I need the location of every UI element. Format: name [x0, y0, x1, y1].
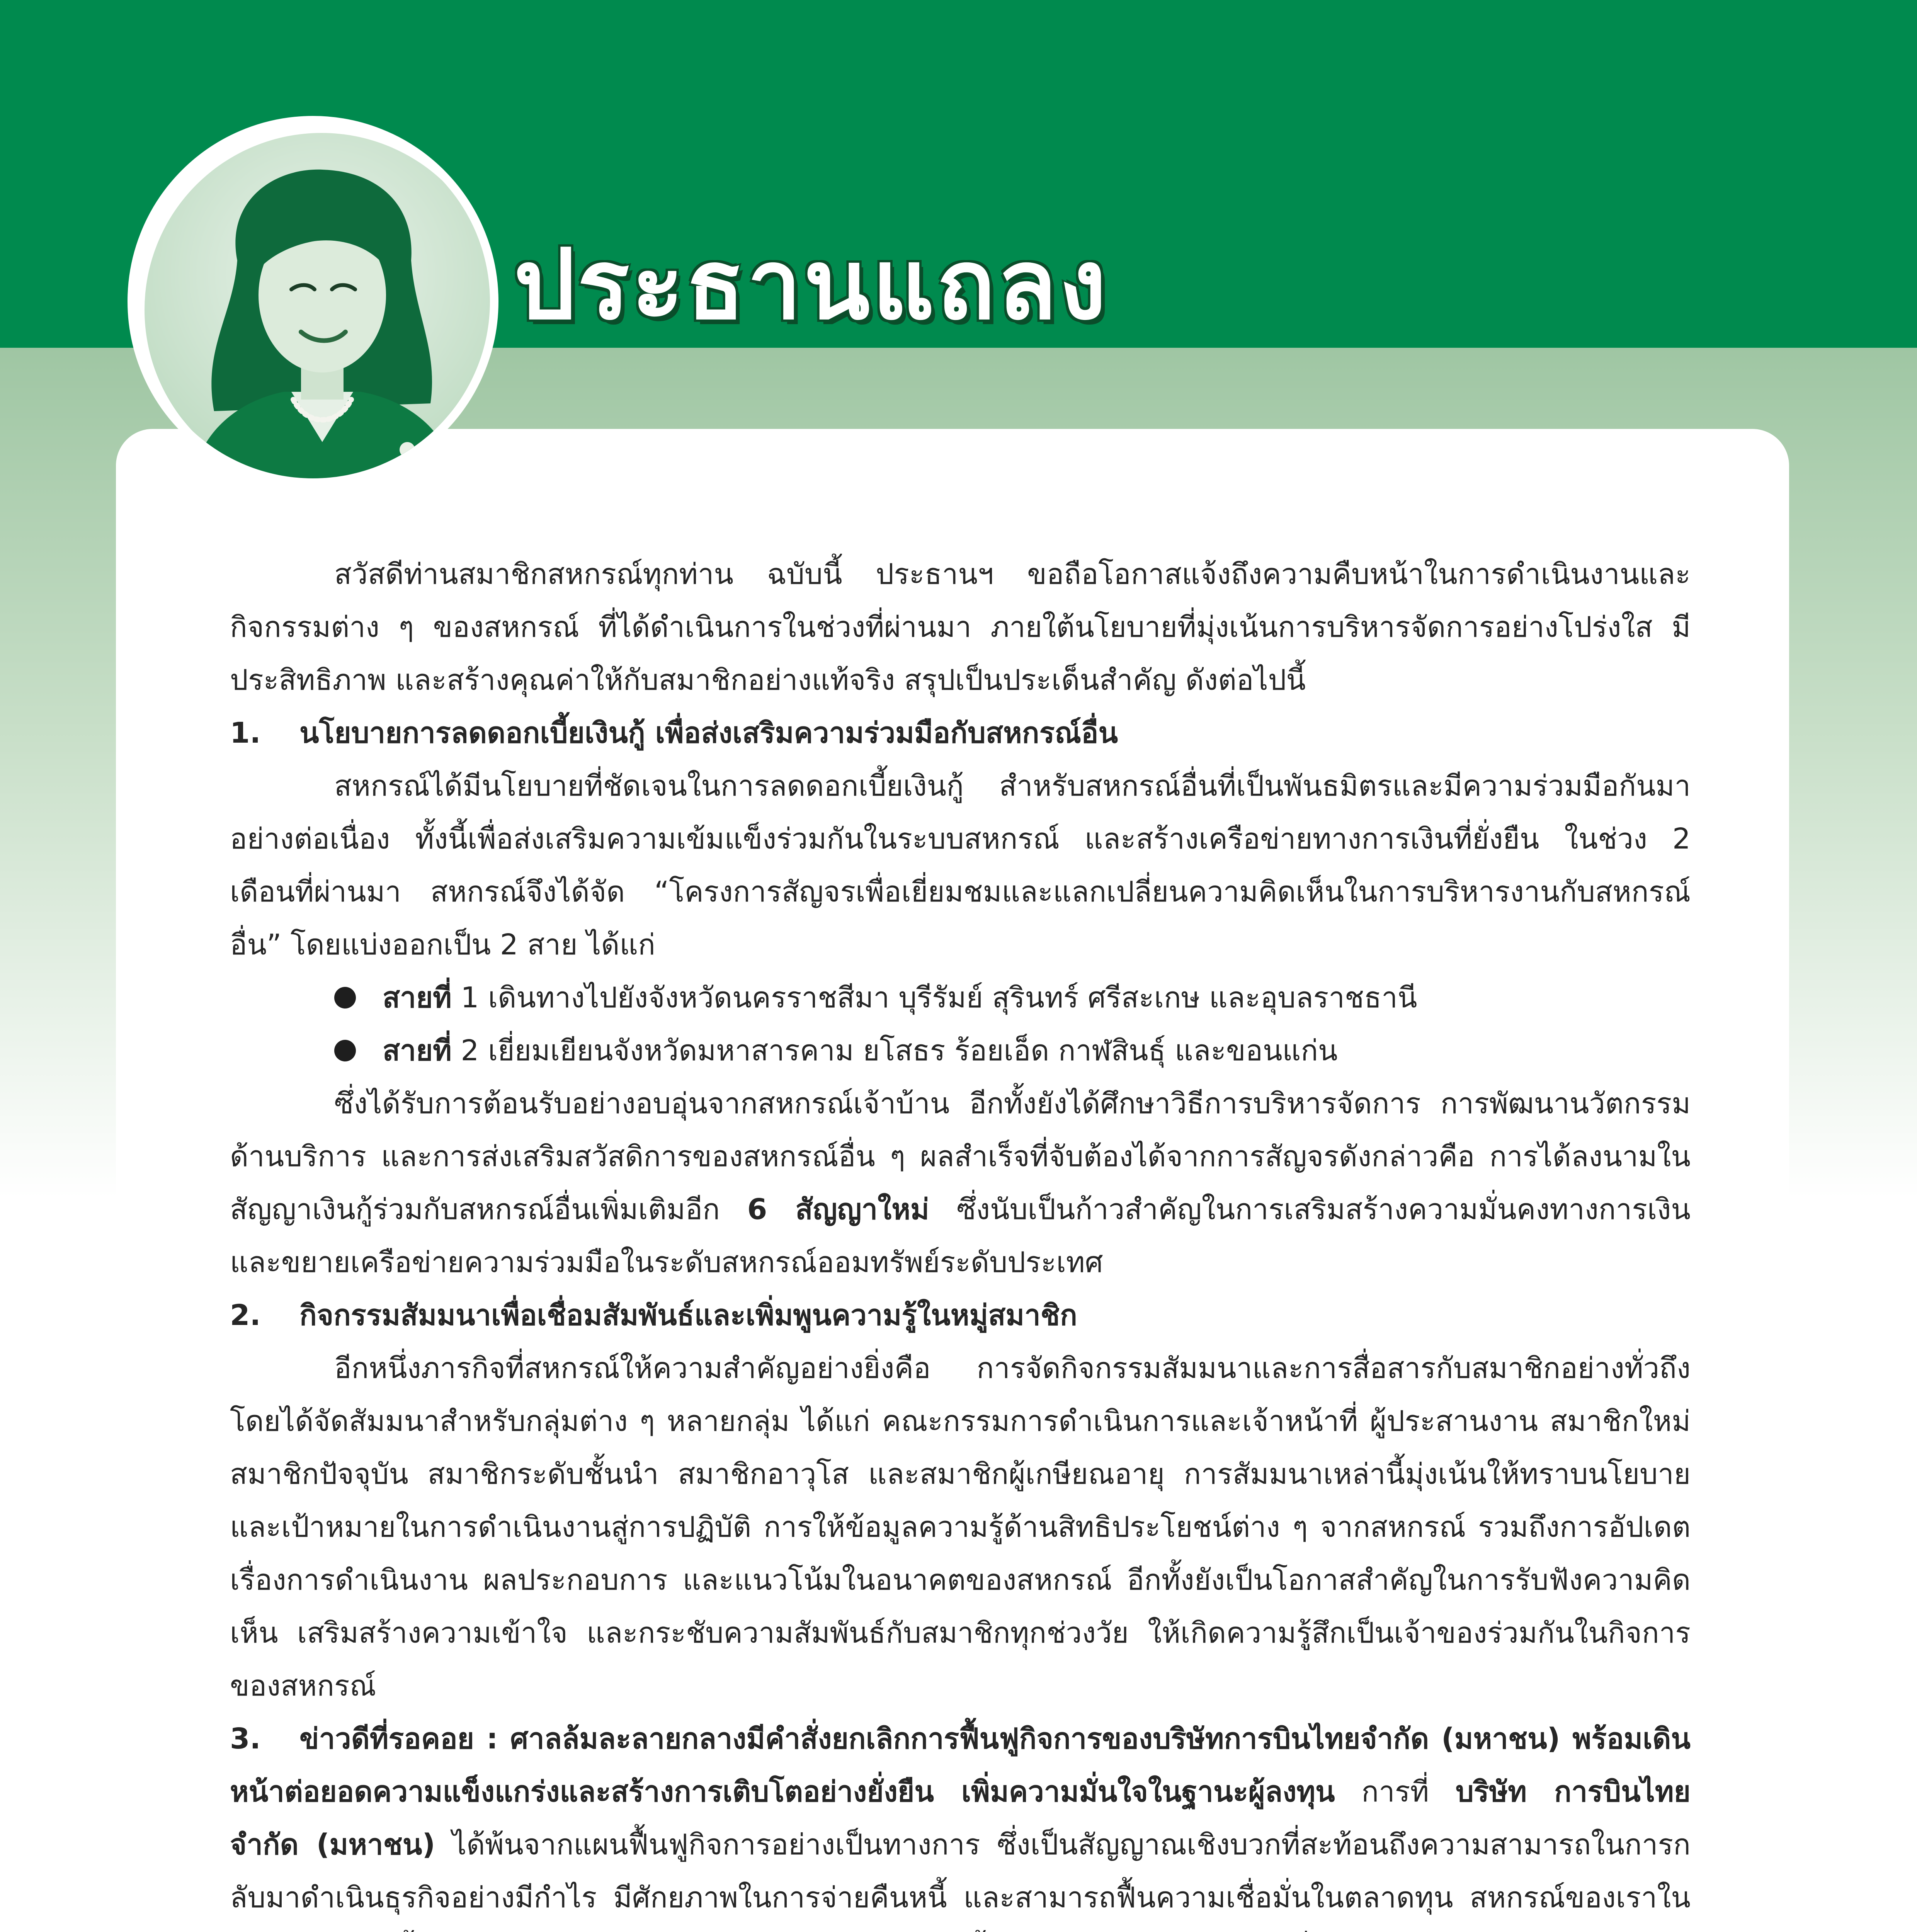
route-label: สายที่: [383, 1034, 452, 1067]
section-1-result-paragraph: [230, 1077, 1691, 1289]
section-number: 1.: [230, 716, 261, 750]
bullet-icon: [334, 1040, 356, 1061]
section-title: กิจกรรมสัมมนาเพื่อเชื่อมสัมพันธ์และเพิ่มพูนความรู้ในหมู่สมาชิก: [299, 1299, 1077, 1332]
section-3-text: การที่: [1361, 1775, 1429, 1808]
section-2-paragraph: อีกหนึ่งภารกิจที่สหกรณ์ให้ความสำคัญอย่างยิ่งคือ การจัดกิจกรรมสัมมนาและการสื่อสารกับสมาชิกอย่างทั่วถึง โดยได้จัดสัมมนาสำหรับกลุ่มต่าง ๆ หลายกลุ่ม ได้แก่ คณะกรรมการดำเนินการและเจ้าหน้าที่ ผู้ประสานงาน สมาชิกใหม่ สมาชิกปัจจุบัน สมาชิกระดับชั้นนำ สมาชิกอาวุโส และสมาชิกผู้เกษียณอายุ การสัมมนาเหล่านี้มุ่งเน้นให้ทราบนโยบายและเป้าหมายในการดำเนินงานสู่การปฏิบัติ การให้ข้อมูลความรู้ด้านสิทธิประโยชน์ต่าง ๆ จากสหกรณ์ รวมถึงการอัปเดตเรื่องการดำเนินงาน ผลประกอบการ และแนวโน้มในอนาคตของสหกรณ์ อีกทั้งยังเป็นโอกาสสำคัญในการรับฟังความคิดเห็น เสริมสร้างความเข้าใจ และกระชับความสัมพันธ์กับสมาชิกทุกช่วงวัย ให้เกิดความรู้สึกเป็นเจ้าของร่วมกันในกิจการของสหกรณ์: [230, 1352, 1691, 1702]
portrait-illustration: [145, 133, 498, 487]
section-1-paragraph: สหกรณ์ได้มีนโยบายที่ชัดเจนในการลดดอกเบี้ยเงินกู้ สำหรับสหกรณ์อื่นที่เป็นพันธมิตรและมีความร่วมมือกันมาอย่างต่อเนื่อง ทั้งนี้เพื่อส่งเสริมความเข้มแข็งร่วมกันในระบบสหกรณ์ และสร้างเครือข่ายทางการเงินที่ยั่งยืน ในช่วง 2 เดือนที่ผ่านมา สหกรณ์จึงได้จัด “โครงการสัญจรเพื่อเยี่ยมชมและแลกเปลี่ยนความคิดเห็นในการบริหารงานกับสหกรณ์อื่น” โดยแบ่งออกเป็น 2 สาย ได้แก่: [230, 769, 1691, 961]
section-2-heading: [230, 1289, 1691, 1342]
bullet-icon: [334, 987, 356, 1009]
route-text: 2 เยี่ยมเยียนจังหวัดมหาสารคาม ยโสธร ร้อยเอ็ด กาฬสินธุ์ และขอนแก่น: [461, 1034, 1338, 1067]
section-1-heading: [230, 707, 1691, 760]
intro-paragraph: สวัสดีท่านสมาชิกสหกรณ์ทุกท่าน ฉบับนี้ ประธานฯ ขอถือโอกาสแจ้งถึงความคืบหน้าในการดำเนินงานและกิจกรรมต่าง ๆ ของสหกรณ์ ที่ได้ดำเนินการในช่วงที่ผ่านมา ภายใต้นโยบายที่มุ่งเน้นการบริหารจัดการอย่างโปร่งใส มีประสิทธิภาพ และสร้างคุณค่าให้กับสมาชิกอย่างแท้จริง สรุปเป็นประเด็นสำคัญ ดังต่อไปนี้: [230, 558, 1691, 697]
section-title: ข่าวดีที่รอคอย : ศาลล้มละลายกลางมีคำสั่งยกเลิกการฟื้นฟูกิจการของบริษัทการบินไทยจำกัด (มหาชน) พร้อมเดินหน้าต่อยอดความแข็งแกร่งและสร้างการเติบโตอย่างยั่งยืน เพิ่มความมั่นใจในฐานะผู้ลงทุน: [230, 1722, 1691, 1808]
letter-body: [230, 548, 1691, 1932]
new-contracts-highlight: 6 สัญญาใหม่: [747, 1193, 929, 1226]
result-text: ซึ่งได้รับการต้อนรับอย่างอบอุ่นจากสหกรณ์เจ้าบ้าน อีกทั้งยังได้ศึกษาวิธีการบริหารจัดการ การพัฒนานวัตกรรมด้านบริการ และการส่งเสริมสวัสดิการของสหกรณ์อื่น ๆ ผลสำเร็จที่จับต้องได้จากการสัญจรดังกล่าวคือ การได้ลงนามในสัญญาเงินกู้ร่วมกับสหกรณ์อื่นเพิ่มเติมอีก: [230, 1087, 1691, 1226]
route-label: สายที่: [383, 981, 452, 1014]
result-text-continued: ซึ่งนับเป็นก้าวสำคัญในการเสริมสร้างความมั่นคงทางการเงิน และขยายเครือข่ายความร่วมมือในระดับสหกรณ์ออมทรัพย์ระดับประเทศ: [230, 1193, 1691, 1279]
page-title: ประธานแถลง: [514, 227, 1109, 341]
section-3-paragraph: [230, 1713, 1691, 1932]
route-text: 1 เดินทางไปยังจังหวัดนครราชสีมา บุรีรัมย์ สุรินทร์ ศรีสะเกษ และอุบลราชธานี: [461, 981, 1417, 1014]
section-3-text-continued: ได้พ้นจากแผนฟื้นฟูกิจการอย่างเป็นทางการ ซึ่งเป็นสัญญาณเชิงบวกที่สะท้อนถึงความสามารถในการกลับมาดำเนินธุรกิจอย่างมีกำไร มีศักยภาพในการจ่ายคืนหนี้ และสามารถฟื้นความเชื่อมั่นในตลาดทุน สหกรณ์ของเราใน: [230, 1828, 1691, 1914]
company-name: บริษัท การบินไทย จำกัด (มหาชน): [230, 1775, 1691, 1861]
president-portrait: [128, 116, 498, 487]
route-item: [230, 1024, 1691, 1077]
section-title: นโยบายการลดดอกเบี้ยเงินกู้ เพื่อส่งเสริมความร่วมมือกับสหกรณ์อื่น: [299, 716, 1118, 750]
portrait-photo: [145, 133, 498, 487]
section-number: 3.: [230, 1722, 261, 1755]
section-number: 2.: [230, 1299, 261, 1332]
route-item: [230, 971, 1691, 1024]
